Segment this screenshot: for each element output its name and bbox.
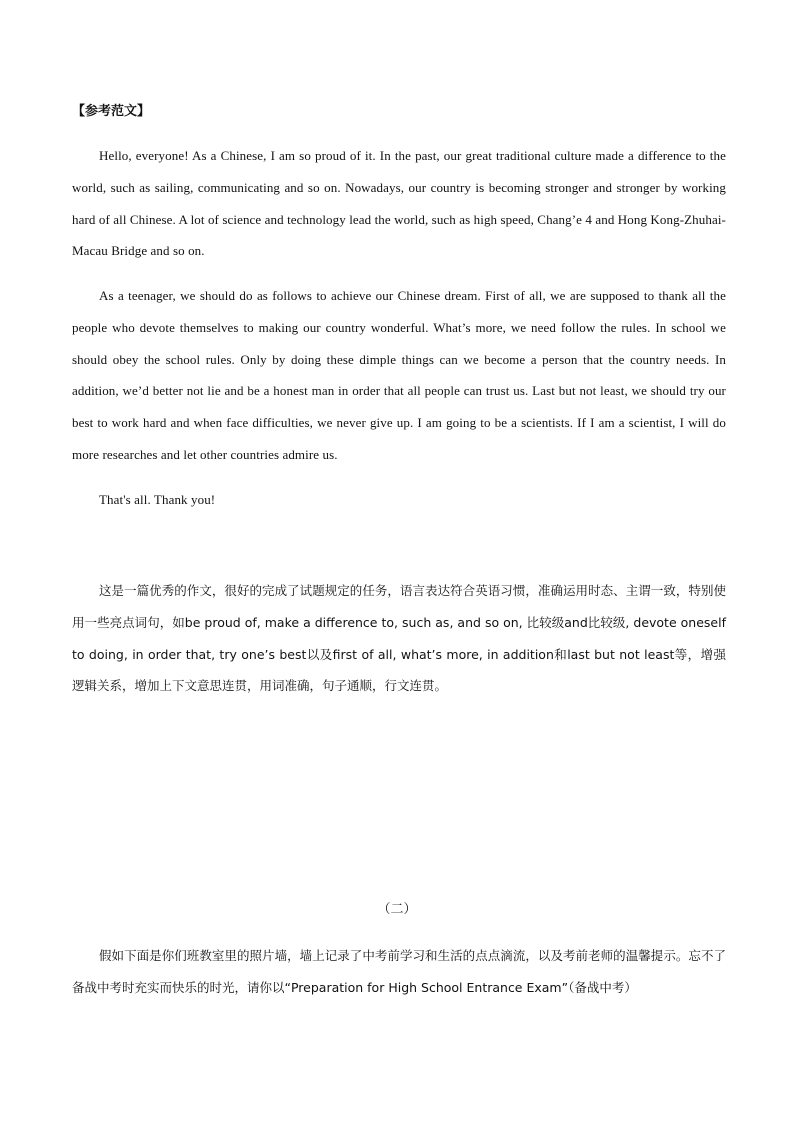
essay-paragraph: As a teenager, we should do as follows to achieve our Chinese dream. First of all, we are supposed to thank all the people who devote themselves to making our country wonderful. What’s more, we need follow the rules. In school we should obey the school rules. Only by doing these dimple things can we become a person that the country needs. In addition, we’d better not lie and be a honest man in order that all people can trust us. Last but not least, we should try our best to work hard and when face difficulties, we never give up. I am going to be a scientists. If I am a scientist, I will do more researches and let other countries admire us.	[72, 288, 726, 462]
reference-essay-heading: 【参考范文】	[72, 104, 151, 119]
essay-analysis: 这是一篇优秀的作文，很好的完成了试题规定的任务，语言表达符合英语习惯，准确运用时态、主谓一致，特别使用一些亮点词句，如be proud of, make a difference to, such as, and so on, 比较级and比较级, devote oneself to doing, in order that, try one’s best以及first of all, what’s more, in addition和last but not least等，增强逻辑关系，增加上下文意思连贯，用词准确，句子通顺，行文连贯。	[72, 583, 726, 694]
section-number: （二）	[377, 902, 417, 917]
essay-closing: That's all. Thank you!	[99, 492, 216, 507]
essay-paragraph: Hello, everyone! As a Chinese, I am so proud of it. In the past, our great traditional culture made a difference to the world, such as sailing, communicating and so on. Nowadays, our country is becoming stronger and stronger by working hard of all Chinese. A lot of science and technology lead the world, such as high speed, Chang’e 4 and Hong Kong-Zhuhai-Macau Bridge and so on.	[72, 148, 726, 259]
writing-prompt: 假如下面是你们班教室里的照片墙，墙上记录了中考前学习和生活的点点滴流，以及考前老师的温馨提示。忘不了备战中考时充实而快乐的时光，请你以“Preparation for High School Entrance Exam”（备战中考）	[72, 948, 726, 995]
